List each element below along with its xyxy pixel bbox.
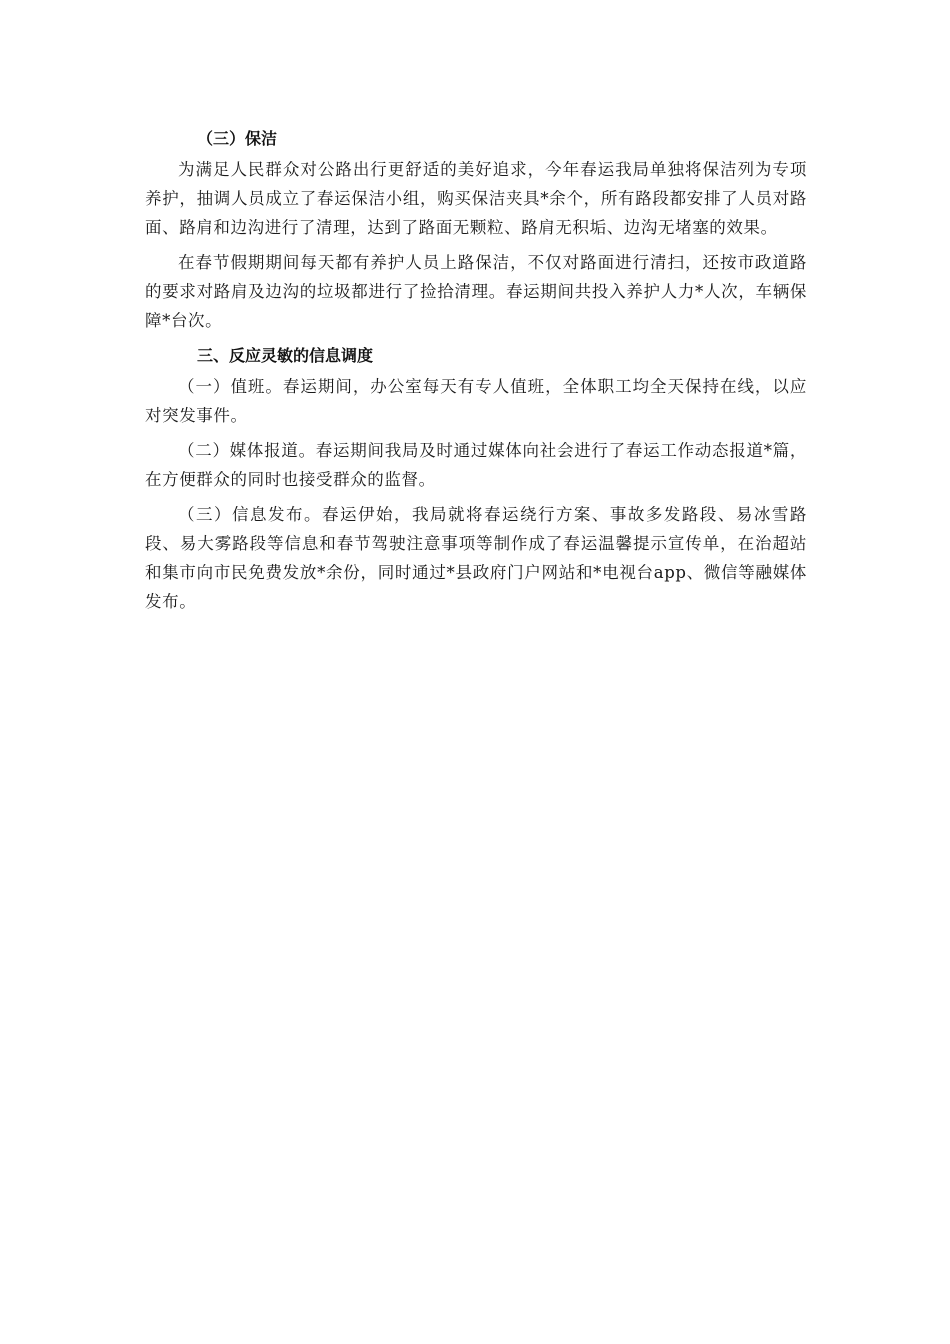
section-heading-info-dispatch: 三、反应灵敏的信息调度 [197,346,374,365]
paragraph-duty: （一）值班。春运期间，办公室每天有专人值班，全体职工均全天保持在线，以应对突发事件。 [145,377,807,425]
section-heading-cleaning: （三）保洁 [197,129,278,148]
paragraph-cleaning-1: 为满足人民群众对公路出行更舒适的美好追求，今年春运我局单独将保洁列为专项养护，抽调人员成立了春运保洁小组，购买保洁夹具*余个，所有路段都安排了人员对路面、路肩和边沟进行了清理，达到了路面无颗粒、路肩无积垢、边沟无堵塞的效果。 [145,160,807,237]
paragraph-media-report: （二）媒体报道。春运期间我局及时通过媒体向社会进行了春运工作动态报道*篇，在方便群众的同时也接受群众的监督。 [145,441,807,489]
paragraph-info-release: （三）信息发布。春运伊始，我局就将春运绕行方案、事故多发路段、易冰雪路段、易大雾路段等信息和春节驾驶注意事项等制作成了春运温馨提示宣传单，在治超站和集市向市民免费发放*余份，同时通过*县政府门户网站和*电视台app、微信等融媒体发布。 [145,505,807,611]
document-body [145,124,807,622]
paragraph-cleaning-2: 在春节假期期间每天都有养护人员上路保洁，不仅对路面进行清扫，还按市政道路的要求对路肩及边沟的垃圾都进行了捡拾清理。春运期间共投入养护人力*人次，车辆保障*台次。 [145,253,807,330]
